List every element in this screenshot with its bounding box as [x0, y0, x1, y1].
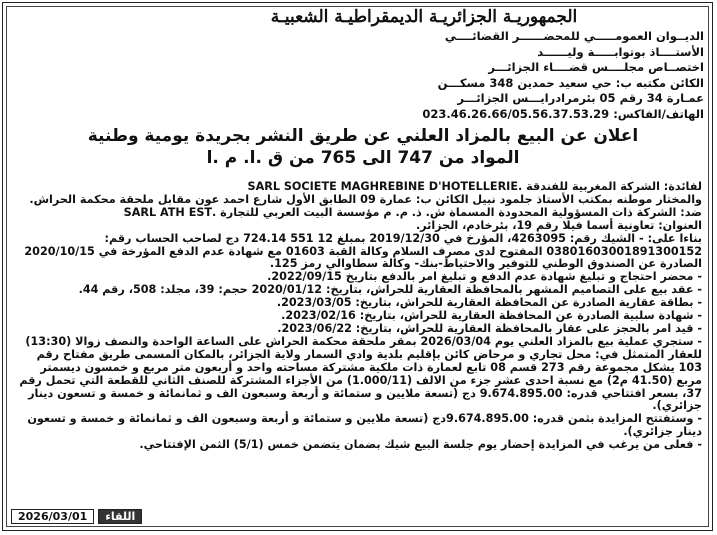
property-card-paragraph: - بطاقة عقارية الصادرة عن المحافظة العقارية للحراش، بتاريخ: 2023/03/05.: [276, 296, 702, 310]
address-paragraph: العنوان: تعاونية أسما فيلا رقم 19، بئرخادم، الجزائر.: [415, 218, 702, 232]
protest-paragraph: - محضر احتجاج و تبليغ شهادة عدم الدفع و تبليغ امر بالدفع بتاريخ 2022/09/15.: [267, 270, 702, 284]
auction-details-paragraph: - ستجري عملية بيع بالمزاد العلني يوم 2026/03/04 بمقر ملحقة محكمة الحراش على الساعة الواحدة والنصف زوالا (13:30) للعقار المتمثل في: محل تجاري و مرحاض كائن بإقليم بلدية وادي السمار ولاية الجزائر، بالمكان المسمى طريق مفتاح رقم 103 يشكل مجموعة رقم 273 قسم 08 تابع لعمارة ذات ملكية مشتركة مساحته واحد و أربعون متر مربع و خمسون ديسمتر مربع (41.50 م2) مع نسبة احدى عشر جزء من الالف (1.000/11) من الأجزاء المشتركة للصنف الثاني للقطعة التي تحمل رقم 37، بسعر افتتاحي قدره: 9.674.895.00 دج (تسعة ملايين و ستمائة و أربعة وسبعون الف و ثمانمائة و خمسة و تسعون دينار جزائري).: [19, 334, 702, 413]
defendant-paragraph: ضد: الشركة ذات المسؤولية المحدودة المسماة ش. ذ. م. م مؤسسة البيت العربي للتجارة .SARL ATH EST: [123, 205, 702, 219]
opening-price-paragraph: - وستفتتح المزايدة بثمن قدره: 9.674.895.00دج (تسعة ملايين و ستمائة و أربعة وسبعون الف و ثمانمائة و خمسة و تسعون دينار جزائري).: [27, 412, 702, 439]
office-line: الديــوان العمومـــــي للمحضــــــر القضائــــي: [444, 29, 704, 43]
seizure-registration-paragraph: - قيد امر بالحجز على عقار بالمحافظة العقارية للحراش، بتاريخ: 2023/06/22.: [277, 321, 702, 335]
bailiff-name: الأستــــاذ بوتوابـــــة وليــــــد: [537, 44, 704, 59]
announcement-title: [83, 125, 643, 169]
deposit-paragraph: - فعلى من يرغب في المزايدة إحضار يوم جلسة البيع شيك بضمان يتضمن خمس (5/1) الثمن الإفتتاحي.: [139, 438, 702, 452]
header-block: [144, 7, 704, 123]
negative-certificate-paragraph: - شهادة سلبية الصادرة عن المحافظة العقارية للحراش، بتاريخ: 2023/02/16.: [281, 309, 702, 323]
basis-paragraph: بناءا على: - الشيك رقم: 4263095، المؤرخ في 2019/12/30 بمبلغ 12 551 724.14 دج لصاحب الحساب رقم: 03801603001891300152 المفتوح لدى مصرف السلام وكالة القبة 01603 مع شهادة عدم الدفع المؤرخة في 2020/10/15 الصادرة عن الصندوق الوطني للتوفير والاحتياط-بنك- وكالة سطاوالي رمز 125.: [24, 231, 702, 271]
republic-heading: الجمهوريـة الجزائريـة الديمقراطيـة الشعبيـة: [270, 7, 578, 27]
office-address-line2: عمـارة 34 رقم 05 بئرمرادرايـــس الجزائـــر: [457, 91, 704, 106]
domicile-paragraph: والمختار موطنه بمكتب الأستاذ جلمود نبيل الكائن ب: عمارة 09 الطابق الأول شارع احمد عون مقابل ملحقة محكمة الحراش.: [29, 192, 702, 206]
beneficiary-paragraph: لفائدة: الشركة المغربية للفندقة .SARL SOCIETE MAGHREBINE D'HOTELLERIE: [247, 180, 702, 193]
announcement-body: [15, 181, 702, 452]
publication-date: 2026/03/01: [11, 509, 94, 524]
jurisdiction-line: اختصــاص مجلــــس قضــــاء الجزائـــر: [488, 60, 704, 75]
phone-fax-line: الهاتف/الفاكس: 023.46.26.66/05.56.37.53.29: [422, 106, 704, 121]
office-address-line1: الكائن مكتبه ب: حي سعيد حمدين 348 مسكـــن: [437, 75, 704, 90]
newspaper-name: اللقاء: [98, 509, 142, 524]
title-line-2: المواد من 747 الى 765 من ق .ا. م .ا: [206, 148, 520, 168]
sale-contract-paragraph: - عقد بيع على التصاميم المشهر بالمحافظة العقارية للحراش، بتاريخ: 2020/01/12 حجم: 39، مجلد: 508، رقم 44.: [78, 283, 702, 297]
announcement-frame: [2, 2, 713, 531]
title-line-1: اعلان عن البيع بالمزاد العلني عن طريق النشر بجريدة يومية وطنية: [87, 126, 639, 146]
footer-bar: [11, 509, 142, 524]
